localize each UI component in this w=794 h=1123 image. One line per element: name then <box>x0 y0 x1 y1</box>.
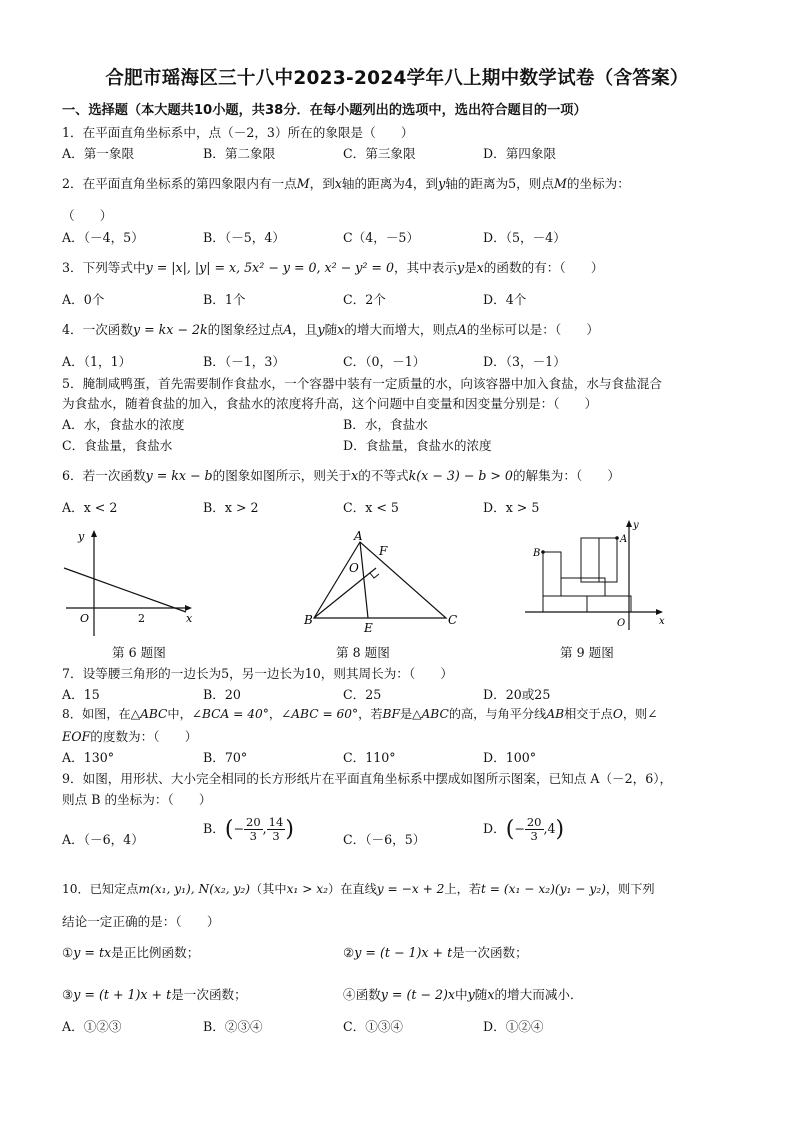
q6-option-d[interactable]: D．x > 5 <box>483 500 540 515</box>
q7-option-d[interactable]: D．20或25 <box>483 687 551 702</box>
fig8-label-e: E <box>364 621 373 635</box>
fig6-x-label: x <box>186 612 193 625</box>
q6-option-c[interactable]: C．x < 5 <box>343 500 399 515</box>
q1-option-b[interactable]: B．第二象限 <box>203 146 276 161</box>
q2-option-a[interactable]: A．（－4，5） <box>62 230 144 245</box>
fig8-label-c: C <box>448 613 458 627</box>
q8-option-d[interactable]: D．100° <box>483 750 537 765</box>
q5-option-b[interactable]: B．水，食盐水 <box>343 417 428 432</box>
q7-stem: 7．设等腰三角形的一边长为5，另一边长为10，则其周长为：（ ） <box>62 666 453 681</box>
q8-option-a[interactable]: A．130° <box>62 750 115 765</box>
q1-stem: 1．在平面直角坐标系中，点（－2，3）所在的象限是（ ） <box>62 125 414 140</box>
figure-8-triangle <box>300 528 470 636</box>
fig6-x-arrow <box>185 605 192 611</box>
q5-stem-line1: 5．腌制咸鸭蛋，首先需要制作食盐水，一个容器中装有一定质量的水，向该容器中加入食盐，水与食盐混合 <box>62 376 662 391</box>
q2-option-c[interactable]: C（4，－5） <box>343 230 420 245</box>
frac: $\frac{20}{3}$ <box>246 815 261 843</box>
q2-option-b[interactable]: B．（－5，4） <box>203 230 285 245</box>
fig9-label-a: A <box>620 534 628 545</box>
q1-option-c[interactable]: C．第三象限 <box>343 146 416 161</box>
page-title: 合肥市瑶海区三十八中2023-2024学年八上期中数学试卷（含答案） <box>105 68 689 89</box>
fig9-rect <box>543 596 587 612</box>
q2-option-d[interactable]: D．（5，－4） <box>483 230 566 245</box>
fig6-tick-2: 2 <box>138 612 145 625</box>
q4-option-d[interactable]: D．（3，－1） <box>483 354 566 369</box>
q6-stem: 6．若一次函数y = kx − b的图象如图所示，则关于x的不等式k(x − 3) − b > 0的解集为：（ ） <box>62 468 620 483</box>
fig9-point-b <box>541 550 545 554</box>
q9-stem-line2: 则点 B 的坐标为：（ ） <box>62 792 212 807</box>
fig9-origin-label: O <box>617 618 626 629</box>
q4-option-b[interactable]: B．（－1，3） <box>203 354 285 369</box>
q10-statement-4: ④函数y = (t − 2)x中y随x的增大而减小． <box>343 987 583 1002</box>
fig6-y-arrow <box>91 530 97 537</box>
q4-stem: 4．一次函数y = kx − 2k的图象经过点A，且y随x的增大而增大，则点A的坐标可以是：（ ） <box>62 322 599 337</box>
q10-option-a[interactable]: A．①②③ <box>62 1019 122 1034</box>
q8-stem-line1: 8．如图，在△ABC中，∠BCA = 40°，∠ABC = 60°，若BF是△ABC的高，与角平分线AB相交于点O，则∠ <box>62 707 658 721</box>
fig9-rect <box>561 578 605 596</box>
fig9-rect <box>543 552 561 596</box>
q5-option-c[interactable]: C．食盐量，食盐水 <box>62 438 173 453</box>
q1-option-d[interactable]: D．第四象限 <box>483 146 557 161</box>
q10-option-d[interactable]: D．①②④ <box>483 1019 544 1034</box>
fig9-rect <box>587 596 631 612</box>
q3-option-b[interactable]: B．1个 <box>203 292 246 307</box>
q7-option-c[interactable]: C．25 <box>343 687 382 702</box>
fig9-x-label: x <box>659 616 665 627</box>
q9-option-c[interactable]: C．（－6，5） <box>343 832 426 847</box>
q6-option-a[interactable]: A．x < 2 <box>62 500 118 515</box>
q7-option-a[interactable]: A．15 <box>62 687 100 702</box>
fig9-y-label: y <box>633 520 639 531</box>
q10-option-b[interactable]: B．②③④ <box>203 1019 263 1034</box>
q9-stem-line1: 9．如图，用形状、大小完全相同的长方形纸片在平面直角坐标系中摆成如图所示图案，已知点 A（－2，6）， <box>62 771 673 786</box>
q8-option-b[interactable]: B．70° <box>203 750 248 765</box>
q1-option-a[interactable]: A．第一象限 <box>62 146 135 161</box>
q3-stem: 3．下列等式中y = |x|, |y| = x, 5x² − y = 0, x² − y² = 0，其中表示y是x的函数的有：（ ） <box>62 260 604 275</box>
fig9-point-a <box>615 536 619 540</box>
figure-6-graph <box>60 528 200 640</box>
q4-option-a[interactable]: A．（1，1） <box>62 354 132 369</box>
q10-option-c[interactable]: C．①③④ <box>343 1019 404 1034</box>
fig8-label-f: F <box>379 544 388 558</box>
fig6-line <box>64 568 186 612</box>
fig8-caption: 第 8 题图 <box>336 645 390 660</box>
fig9-rect <box>599 538 617 582</box>
q4-option-c[interactable]: C．（0，－1） <box>343 354 426 369</box>
q8-stem-line2: EOF的度数为：（ ） <box>62 729 198 744</box>
fig8-label-a: A <box>354 529 363 543</box>
q10-statement-2: ②y = (t − 1)x + t是一次函数； <box>343 945 528 960</box>
q8-option-c[interactable]: C．110° <box>343 750 396 765</box>
q5-option-d[interactable]: D．食盐量，食盐水的浓度 <box>343 438 492 453</box>
fig8-right-angle-mark <box>370 573 379 578</box>
q9-option-b[interactable]: B．(− $\frac{20}{3}$ , $\frac{14}{3}$ ) <box>203 815 294 843</box>
frac: $\frac{14}{3}$ <box>268 815 284 843</box>
q2-blank: （ ） <box>62 208 113 223</box>
q9-option-a[interactable]: A．（－6，4） <box>62 832 144 847</box>
fig9-rect <box>581 538 599 582</box>
fig9-caption: 第 9 题图 <box>560 645 614 660</box>
q3-option-a[interactable]: A．0个 <box>62 292 105 307</box>
fig9-label-b: B <box>533 548 541 559</box>
fig6-caption: 第 6 题图 <box>112 645 166 660</box>
fig8-label-o: O <box>349 561 359 575</box>
q3-option-d[interactable]: D．4个 <box>483 292 527 307</box>
q10-stem-line1: 10．已知定点m(x₁, y₁), N(x₂, y₂)（其中x₁ > x₂）在直线y = −x + 2上，若t = (x₁ − x₂)(y₁ − y₂)，则下列 <box>62 882 655 896</box>
q2-stem: 2．在平面直角坐标系的第四象限内有一点M，到x轴的距离为4，到y轴的距离为5，则点M的坐标为： <box>62 176 630 191</box>
figure-9-rectangles <box>525 516 675 636</box>
section-heading: 一、选择题（本大题共10小题，共38分．在每小题列出的选项中，选出符合题目的一项） <box>62 103 587 118</box>
fig9-y-arrow <box>626 520 632 527</box>
fig6-origin-label: O <box>80 612 90 625</box>
q9-option-d[interactable]: D．(− $\frac{20}{3}$ ,4) <box>483 815 565 843</box>
frac: $\frac{20}{3}$ <box>526 815 542 843</box>
fig6-y-label: y <box>78 530 85 543</box>
q10-statement-1: ①y = tx是正比例函数； <box>62 945 200 960</box>
fig8-label-b: B <box>304 613 313 627</box>
q10-stem-line2: 结论一定正确的是：（ ） <box>62 914 220 929</box>
q5-stem-line2: 为食盐水，随着食盐的加入，食盐水的浓度将升高，这个问题中自变量和因变量分别是：（ ） <box>62 396 598 411</box>
q7-option-b[interactable]: B．20 <box>203 687 241 702</box>
q6-option-b[interactable]: B．x > 2 <box>203 500 259 515</box>
q5-option-a[interactable]: A．水，食盐水的浓度 <box>62 417 185 432</box>
q3-option-c[interactable]: C．2个 <box>343 292 386 307</box>
q10-statement-3: ③y = (t + 1)x + t是一次函数； <box>62 987 247 1002</box>
fig9-x-arrow <box>656 609 663 615</box>
